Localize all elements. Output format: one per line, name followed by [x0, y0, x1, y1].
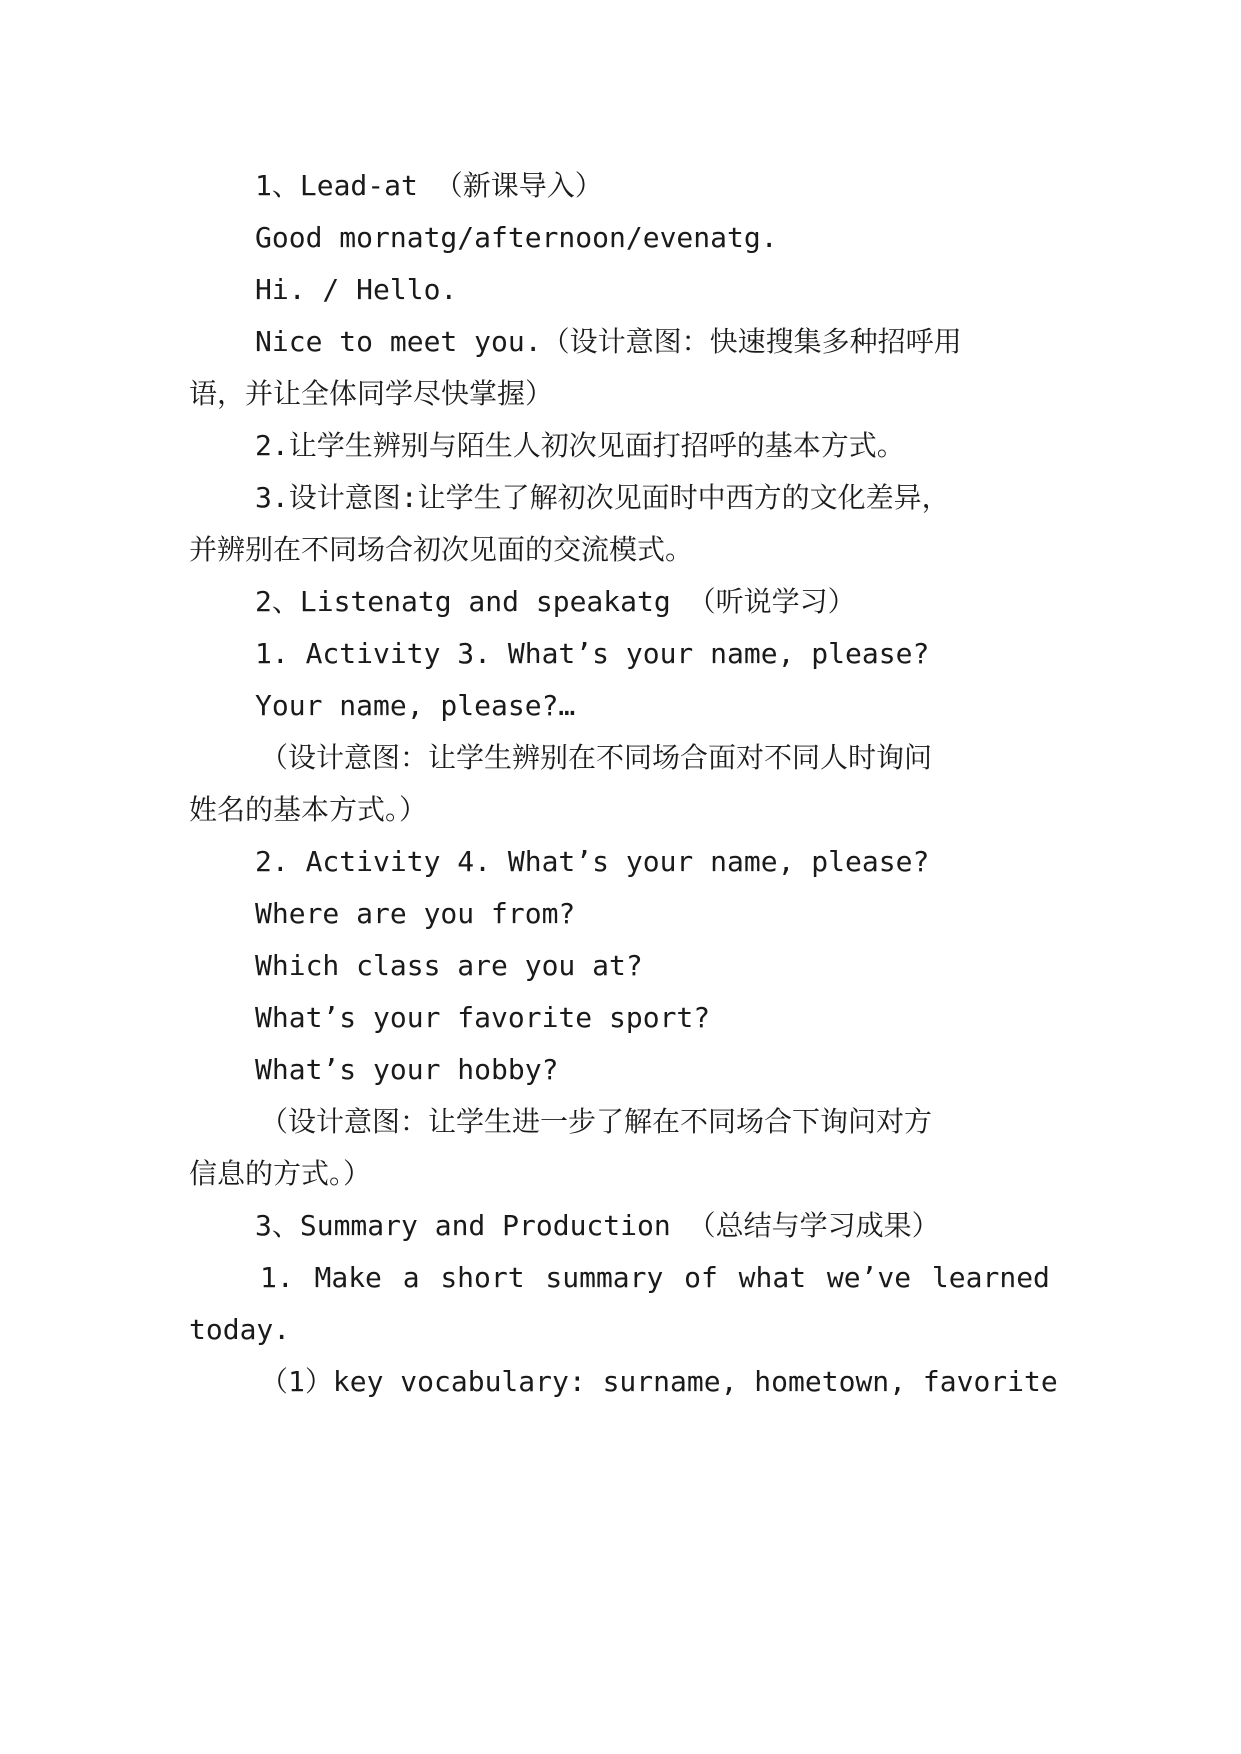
word: of [684, 1261, 718, 1294]
word: we’ve [826, 1261, 912, 1294]
text-line: （设计意图：让学生辨别在不同场合面对不同人时询问 [260, 741, 933, 774]
word: 1. [260, 1261, 294, 1294]
section-heading-listening: 2、Listenatg and speakatg （听说学习） [255, 585, 856, 618]
word: what [738, 1261, 807, 1294]
word: short [440, 1261, 525, 1294]
text-line: 姓名的基本方式。） [189, 793, 428, 826]
section-heading-summary: 3、Summary and Production （总结与学习成果） [255, 1209, 940, 1242]
word: a [402, 1261, 420, 1294]
text-line: What’s your favorite sport? [255, 1001, 711, 1034]
text-line: Your name, please?… [255, 689, 576, 722]
text-line: Which class are you at? [255, 949, 643, 982]
text-line: 3.设计意图:让学生了解初次见面时中西方的文化差异， [255, 481, 950, 514]
section-heading-lead-in: 1、Lead-at （新课导入） [255, 169, 603, 202]
text-line: 1. Activity 3. What’s your name, please? [255, 637, 930, 670]
text-line: 2. Activity 4. What’s your name, please? [255, 845, 930, 878]
text-line: Nice to meet you.（设计意图：快速搜集多种招呼用 [255, 325, 962, 358]
text-line: What’s your hobby? [255, 1053, 559, 1086]
text-line: （设计意图：让学生进一步了解在不同场合下询问对方 [260, 1105, 933, 1138]
justified-text-line [260, 1258, 1050, 1298]
text-line: 2.让学生辨别与陌生人初次见面打招呼的基本方式。 [255, 429, 905, 462]
text-line: Where are you from? [255, 897, 576, 930]
text-line: 语，并让全体同学尽快掌握） [189, 377, 554, 410]
text-line: Good mornatg/afternoon/evenatg. [255, 221, 778, 254]
word: summary [545, 1261, 664, 1294]
text-line: （1）key vocabulary: surname, hometown, favorite [260, 1365, 1058, 1398]
word: learned [931, 1261, 1050, 1294]
text-line: 并辨别在不同场合初次见面的交流模式。 [189, 533, 694, 566]
text-line: Hi. / Hello. [255, 273, 458, 306]
text-line: today. [189, 1313, 291, 1346]
text-line: 信息的方式。） [189, 1157, 372, 1190]
word: Make [314, 1261, 382, 1294]
